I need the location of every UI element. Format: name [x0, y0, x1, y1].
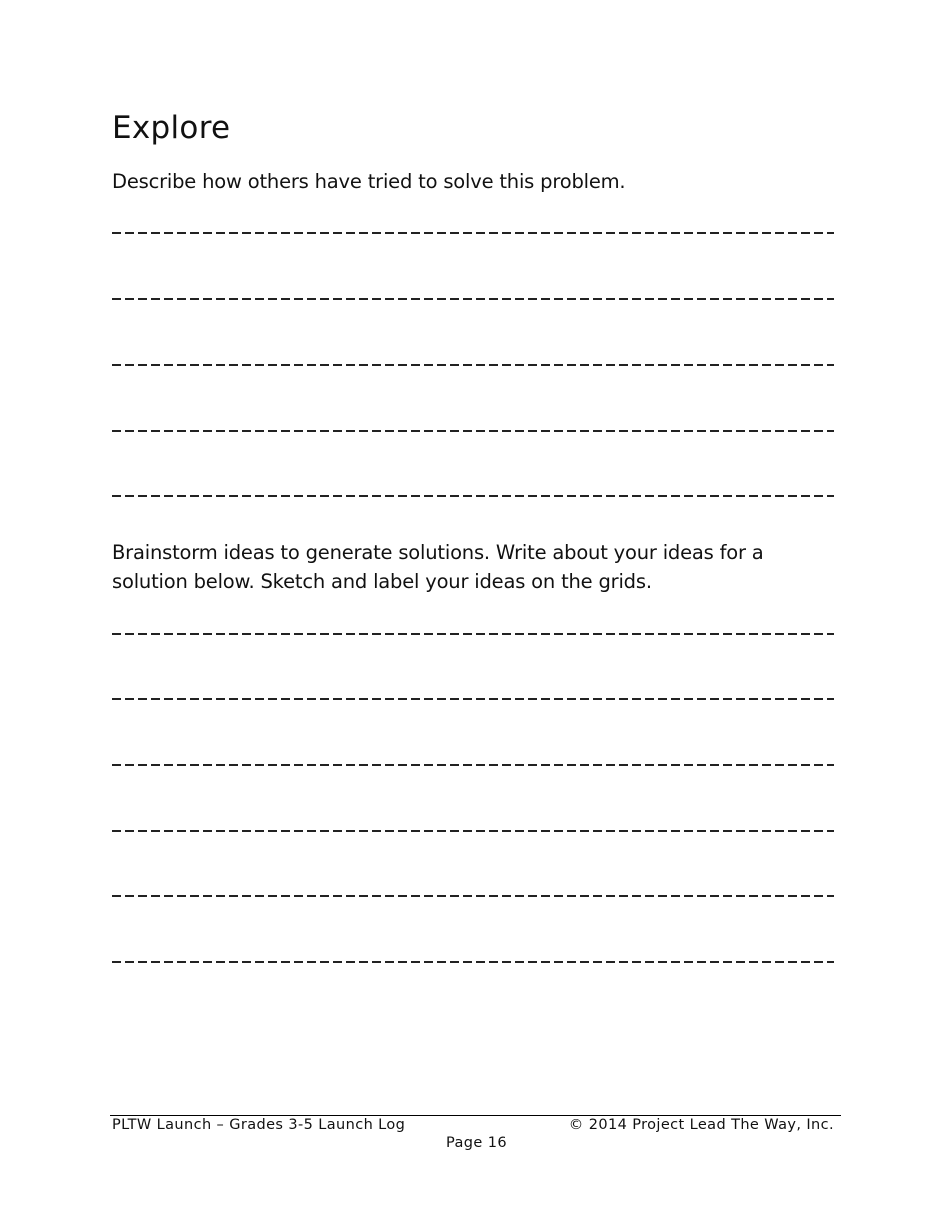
brainstorm-prompt: [112, 538, 764, 596]
brainstorm-line-3[interactable]: [112, 764, 834, 766]
explore-prompt: Describe how others have tried to solve this problem.: [112, 170, 626, 193]
answer-line-5[interactable]: [112, 495, 834, 497]
brainstorm-line-1[interactable]: [112, 633, 834, 635]
footer-left: PLTW Launch – Grades 3-5 Launch Log: [112, 1117, 406, 1133]
footer-divider: [110, 1115, 841, 1116]
brainstorm-line-6[interactable]: [112, 961, 834, 963]
answer-line-2[interactable]: [112, 298, 834, 300]
page-number: Page 16: [446, 1135, 507, 1151]
brainstorm-line-2[interactable]: [112, 698, 834, 700]
footer-copyright: © 2014 Project Lead The Way, Inc.: [568, 1117, 834, 1133]
brainstorm-line-5[interactable]: [112, 895, 834, 897]
page-title: Explore: [112, 110, 231, 146]
answer-line-3[interactable]: [112, 364, 834, 366]
brainstorm-prompt-line-1: Brainstorm ideas to generate solutions. Write about your ideas for a: [112, 541, 764, 564]
brainstorm-prompt-line-2: solution below. Sketch and label your ideas on the grids.: [112, 570, 652, 593]
answer-line-4[interactable]: [112, 430, 834, 432]
answer-line-1[interactable]: [112, 232, 834, 234]
brainstorm-line-4[interactable]: [112, 830, 834, 832]
